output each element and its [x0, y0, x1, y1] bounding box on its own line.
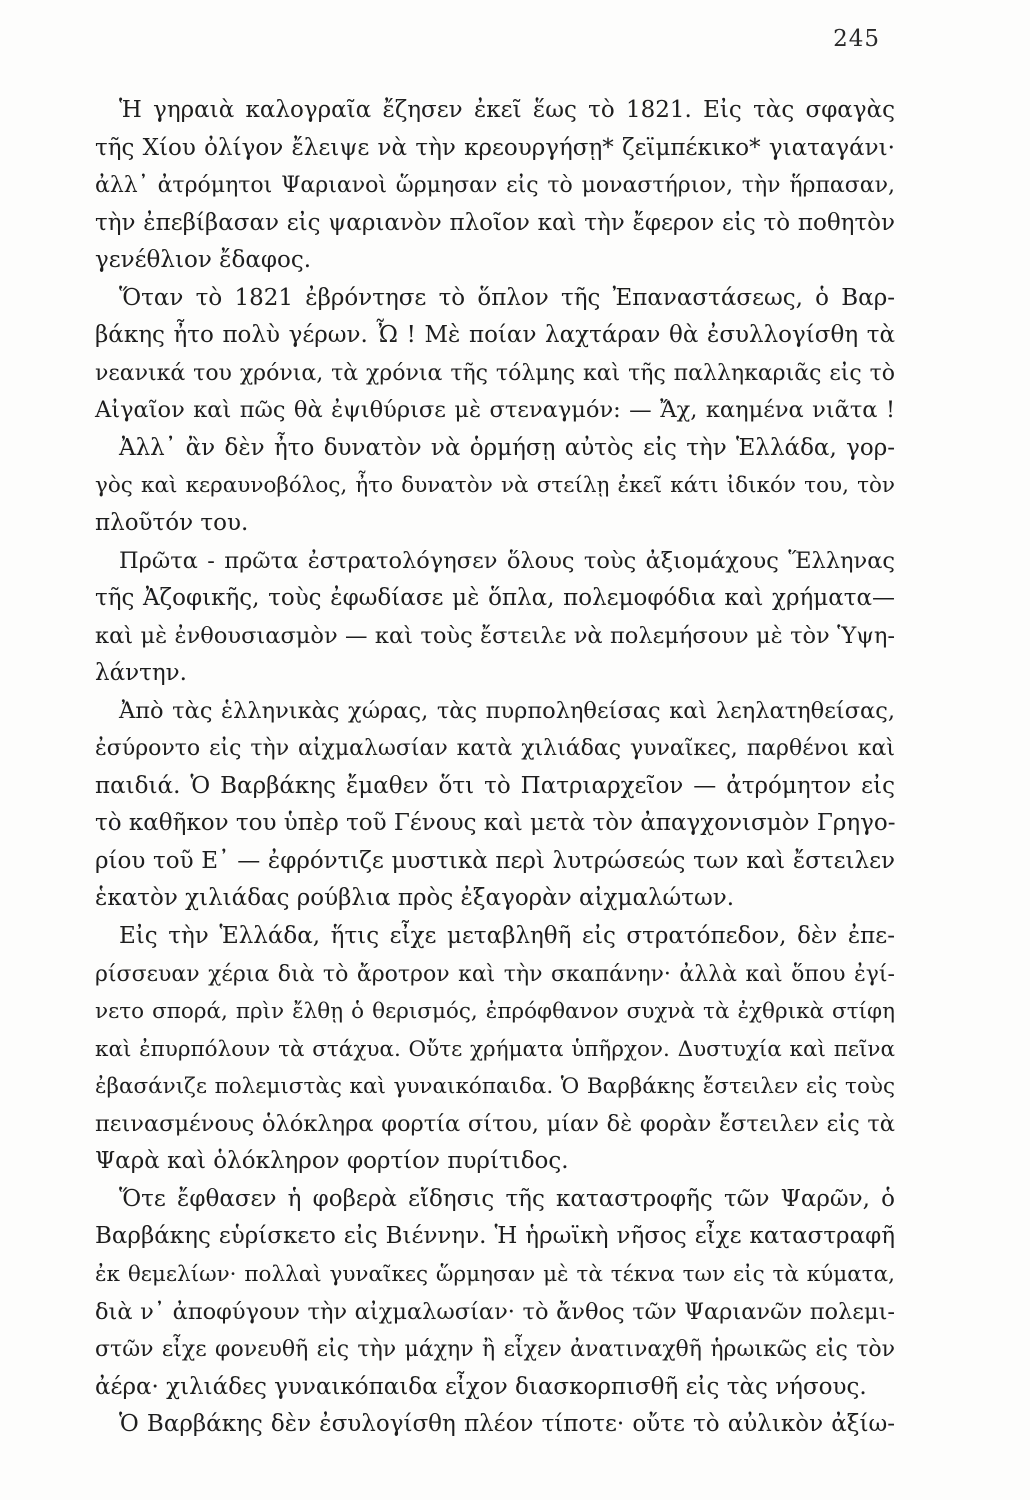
text-line: στῶν εἶχε φονευθῆ εἰς τὴν μάχην ἢ εἶχεν ἀνατιναχθῆ ἡρωικῶς εἰς τὸν — [95, 1337, 895, 1363]
text-line: Ψαρὰ καὶ ὁλόκληρον φορτίον πυρίτιδος. — [95, 1148, 569, 1175]
text-line: πεινασμένους ὁλόκληρα φορτία σίτου, μίαν δὲ φορὰν ἔστειλεν εἰς τὰ — [95, 1110, 895, 1137]
text-line: παιδιά. Ὁ Βαρβάκης ἔμαθεν ὅτι τὸ Πατριαρχεῖον — ἀτρόμητον εἰς — [95, 772, 895, 799]
text-line: νετο σπορά, πρὶν ἔλθῃ ὁ θερισμός, ἐπρόφθανον συχνὰ τὰ ἐχθρικὰ στίφη — [95, 999, 895, 1025]
text-line: Πρῶτα - πρῶτα ἐστρατολόγησεν ὅλους τοὺς ἀξιομάχους Ἕλληνας — [119, 547, 895, 574]
text-line: ἐκ θεμελίων· πολλαὶ γυναῖκες ὥρμησαν μὲ τὰ τέκνα των εἰς τὰ κύματα, — [95, 1261, 895, 1287]
text-line: τὸ καθῆκον του ὑπὲρ τοῦ Γένους καὶ μετὰ τὸν ἀπαγχονισμὸν Γρηγο- — [95, 810, 896, 837]
text-line: ἀέρα· χιλιάδες γυναικόπαιδα εἶχον διασκορπισθῆ εἰς τὰς νήσους. — [95, 1373, 867, 1400]
text-line: γενέθλιον ἔδαφος. — [95, 247, 312, 274]
text-line: καὶ ἐπυρπόλουν τὰ στάχυα. Οὔτε χρήματα ὑπῆρχον. Δυστυχία καὶ πεῖνα — [95, 1036, 895, 1062]
text-line: ἑκατὸν χιλιάδας ρούβλια πρὸς ἐξαγορὰν αἰχμαλώτων. — [95, 885, 735, 912]
text-line: πλοῦτόν του. — [95, 510, 249, 537]
text-line: γὸς καὶ κεραυνοβόλος, ἦτο δυνατὸν νὰ στείλῃ ἐκεῖ κάτι ἰδικόν του, τὸν — [95, 473, 895, 499]
text-line: βάκης ἦτο πολὺ γέρων. Ὦ ! Μὲ ποίαν λαχτάραν θὰ ἐσυλλογίσθη τὰ — [95, 322, 895, 349]
text-line: ρίου τοῦ Ε᾽ — ἐφρόντιζε μυστικὰ περὶ λυτρώσεώς των καὶ ἔστειλεν — [95, 847, 895, 874]
text-line: τῆς Χίου ὀλίγον ἔλειψε νὰ τὴν κρεουργήσῃ* ζεϊμπέκικο* γιαταγάνι· — [95, 134, 895, 161]
body-text — [95, 92, 895, 1444]
text-line: νεανικά του χρόνια, τὰ χρόνια τῆς τόλμης καὶ τῆς παλληκαριᾶς εἰς τὸ — [95, 360, 895, 386]
text-line: Εἰς τὴν Ἑλλάδα, ἥτις εἶχε μεταβληθῆ εἰς στρατόπεδον, δὲν ἐπε- — [119, 923, 895, 950]
text-line: λάντην. — [95, 660, 187, 687]
text-line: Ὁ Βαρβάκης δὲν ἐσυλογίσθη πλέον τίποτε· οὔτε τὸ αὐλικὸν ἀξίω- — [119, 1411, 895, 1438]
text-line: ἐβασάνιζε πολεμιστὰς καὶ γυναικόπαιδα. Ὁ Βαρβάκης ἔστειλεν εἰς τοὺς — [95, 1074, 895, 1100]
text-line: τῆς Ἀζοφικῆς, τοὺς ἐφωδίασε μὲ ὅπλα, πολεμοφόδια καὶ χρήματα— — [95, 585, 895, 612]
text-line: ἀλλ᾽ ἀτρόμητοι Ψαριανοὶ ὥρμησαν εἰς τὸ μοναστήριον, τὴν ἥρπασαν, — [95, 173, 895, 199]
text-line: Ἀλλ᾽ ἂν δὲν ἦτο δυνατὸν νὰ ὁρμήσῃ αὐτὸς εἰς τὴν Ἑλλάδα, γορ- — [119, 434, 895, 461]
text-line: ρίσσευαν χέρια διὰ τὸ ἄροτρον καὶ τὴν σκαπάνην· ἀλλὰ καὶ ὅπου ἐγί- — [95, 961, 895, 987]
text-line: ἐσύροντο εἰς τὴν αἰχμαλωσίαν κατὰ χιλιάδας γυναῖκες, παρθένοι καὶ — [95, 736, 895, 762]
text-line: Ὅταν τὸ 1821 ἐβρόντησε τὸ ὅπλον τῆς Ἐπαναστάσεως, ὁ Βαρ- — [119, 284, 895, 311]
text-line: Αἰγαῖον καὶ πῶς θὰ ἐψιθύρισε μὲ στεναγμόν: — Ἄχ, καημένα νιᾶτα ! — [95, 397, 895, 424]
text-line: Βαρβάκης εὑρίσκετο εἰς Βιέννην. Ἡ ἡρωϊκὴ νῆσος εἶχε καταστραφῆ — [95, 1223, 895, 1250]
text-line: Ἀπὸ τὰς ἑλληνικὰς χώρας, τὰς πυρποληθείσας καὶ λεηλατηθείσας, — [119, 697, 895, 724]
text-line: Ἡ γηραιὰ καλογραῖα ἔζησεν ἐκεῖ ἕως τὸ 1821. Εἰς τὰς σφαγὰς — [119, 97, 895, 123]
text-line: διὰ ν᾽ ἀποφύγουν τὴν αἰχμαλωσίαν· τὸ ἄνθος τῶν Ψαριανῶν πολεμι- — [95, 1298, 895, 1325]
page-number: 245 — [833, 26, 880, 52]
text-line: Ὅτε ἔφθασεν ἡ φοβερὰ εἴδησις τῆς καταστροφῆς τῶν Ψαρῶν, ὁ — [119, 1185, 895, 1212]
text-line: τὴν ἐπεβίβασαν εἰς ψαριανὸν πλοῖον καὶ τὴν ἔφερον εἰς τὸ ποθητὸν — [95, 209, 895, 236]
text-line: καὶ μὲ ἐνθουσιασμὸν — καὶ τοὺς ἔστειλε νὰ πολεμήσουν μὲ τὸν Ὑψη- — [95, 622, 895, 649]
